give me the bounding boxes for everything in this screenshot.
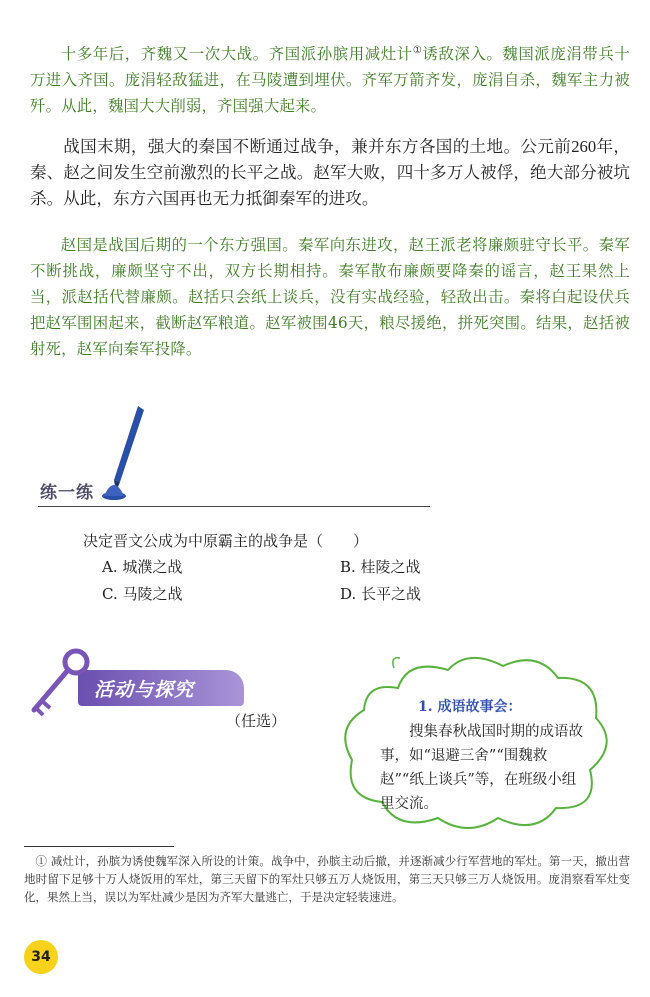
activity-title: 活动与探究: [94, 679, 195, 701]
practice-title: 练一练: [40, 483, 94, 503]
page-number-badge: [24, 940, 58, 974]
key-icon: [24, 646, 94, 718]
footnote-divider: [24, 846, 174, 847]
footnote-marker[interactable]: ①: [412, 45, 423, 56]
option-c[interactable]: C. 马陵之战: [102, 585, 183, 603]
option-b[interactable]: B. 桂陵之战: [340, 558, 421, 576]
card-heading: 1. 成语故事会：: [418, 699, 522, 715]
pen-icon: [100, 404, 150, 504]
card-text: 搜集春秋战国时期的成语故事，如“退避三舍”“围魏救赵”“纸上谈兵”等，在班级小组里交流。: [380, 724, 583, 812]
option-a[interactable]: A. 城濮之战: [102, 558, 183, 576]
practice-question: 决定晋文公成为中原霸主的战争是（ ）: [83, 532, 369, 550]
paragraph-maling-battle: [30, 38, 630, 119]
paragraph-changping-battle: 战国末期，强大的秦国不断通过战争，兼并东方各国的土地。公元前260年，秦、赵之间发生空前激烈的长平之战。赵军大败，四十多万人被俘，绝大部分被坑杀。从此，东方六国再也无力抵御秦军的进攻。: [30, 137, 630, 208]
paragraph-zhao-story: 赵国是战国后期的一个东方强国。秦军向东进攻，赵王派老将廉颇驻守长平。秦军不断挑战，廉颇坚守不出，双方长期相持。秦军散布廉颇要降秦的谣言，赵王果然上当，派赵括代替廉颇。赵括只会纸上谈兵，没有实战经验，轻敌出击。秦将白起设伏兵把赵军围困起来，截断赵军粮道。赵军被围46天，粮尽援绝，拼死突围。结果，赵括被射死，赵军向秦军投降。: [30, 236, 630, 358]
option-d[interactable]: D. 长平之战: [340, 585, 422, 603]
paragraph-text: 十多年后，齐魏又一次大战。齐国派孙膑用减灶计: [60, 45, 413, 64]
page-number: 34: [31, 949, 51, 965]
paragraph-text-rest: 诱敌深入。魏国派庞涓带兵十万进入齐国。庞涓轻敌猛进，在马陵遭到埋伏。齐军万箭齐发，庞涓自杀，魏军主力被歼。从此，魏国大大削弱，齐国强大起来。: [30, 45, 630, 116]
footnote: ① 减灶计，孙膑为诱使魏军深入所设的计策。战争中，孙膑主动后撤，并逐渐减少行军营地的军灶。第一天，撤出营地时留下足够十万人烧饭用的军灶，第三天留下的军灶只够五万人烧饭用，第三天只够三万人烧饭用。庞涓察看军灶变化，果然上当，误以为军灶减少是因为齐军大量逃亡，于是决定轻装速进。: [24, 854, 630, 904]
divider: [38, 506, 430, 507]
optional-note: （任选）: [226, 712, 287, 730]
